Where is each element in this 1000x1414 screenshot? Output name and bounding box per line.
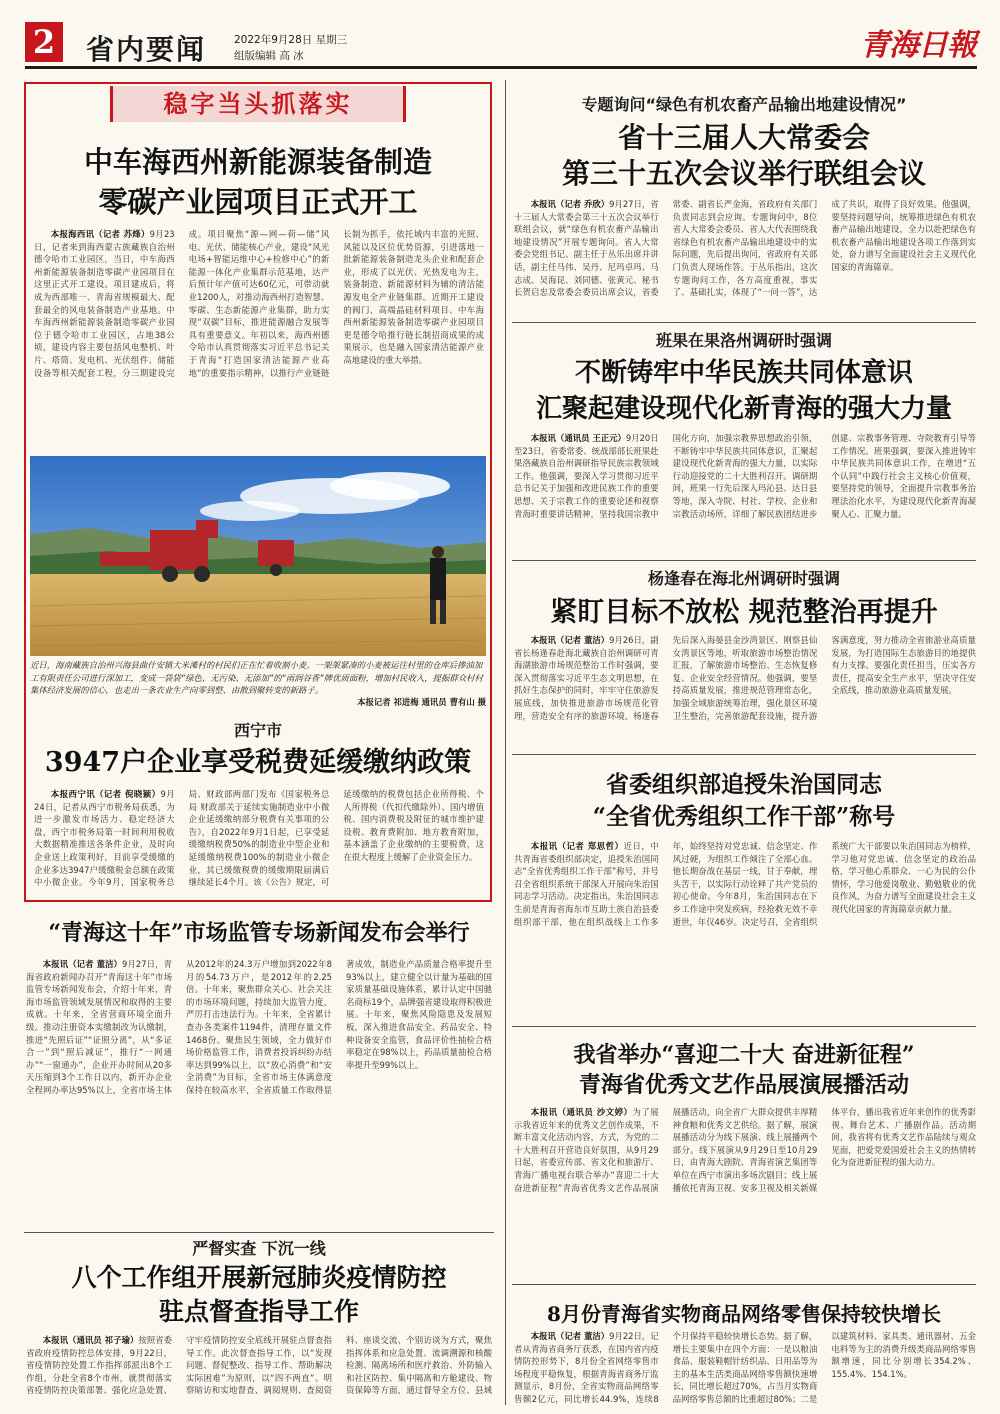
b2-title-line1: 不断铸牢中华民族共同体意识	[574, 358, 913, 388]
divider	[512, 560, 976, 561]
a4-text: 按照省委省政府疫情防控总体安排，9月22日，省疫情防控处置工作指挥部派出8个工作组，分赴全省8个市州，就贯彻落实省疫情防控决策部署、强化应急处置、守牢疫情防控安全底线开展驻点督查指导工作。此次督查指导工作，以“发现问题、督促整改、指导工作、帮助解决实际困难”为原则，以“四不两直”、明察暗访和实地督查、调阅规则、查阅资料、座谈交流、个别访谈为方式，聚焦指挥体系和应急处置、流调溯源和核酸检测、隔离场所和医疗救治、外防输入和社区防控、集中隔离和方舱建设、物资保障等方面，通过督导全方位、县域	[26, 1335, 492, 1396]
b5-body	[514, 1106, 976, 1276]
a2-body	[34, 788, 484, 896]
b3-body	[514, 634, 976, 746]
divider	[512, 1284, 976, 1285]
divider	[512, 754, 976, 755]
divider	[512, 322, 976, 323]
a4-title-line1: 八个工作组开展新冠肺炎疫情防控	[71, 1263, 447, 1292]
b1-body	[514, 198, 976, 316]
b5-title-line2: 青海省优秀文艺作品展演展播活动	[578, 1072, 909, 1098]
b5-title-line1: 我省举办“喜迎二十大 奋进新征程”	[573, 1042, 915, 1068]
b1-title-line1: 省十三届人大常委会	[617, 121, 870, 154]
a1-title-line1: 中车海西州新能源装备制造	[83, 145, 432, 179]
divider	[512, 1026, 976, 1027]
b6-body	[514, 1330, 976, 1406]
b3-title: 紧盯目标不放松 规范整治再提升	[550, 597, 938, 628]
b5-text: 为了展示我省近年来的优秀文艺创作成果，不断丰富文化活动内容，方式，为党的二十大胜利召开营造良好氛围，从9月29日起，省委宣传部、省文化和旅游厅、青海广播电视台联合举办“喜迎二十大 奋进新征程”青海省优秀文艺作品展演展播活动，向全省广大群众提供丰厚精神食粮和优秀文艺供给。据了解，展演展播活动分为线下展演、线上展播两个部分。线下展演从9月29日至10月29日，由青海大剧院、青海省演艺集团等单位在西宁市演出多场次剧目；线上展播依托青海卫视、安多卫视及相关新媒体平台，播出我省近年来创作的优秀影视、舞台艺术、广播剧作品。活动期间，我省将有优秀文艺作品陆续与观众见面，把爱党爱国爱社会主义的热情转化为奋进新征程的强大动力。	[514, 1107, 976, 1193]
masthead	[0, 0, 1000, 66]
a4-kicker: 严督实查 下沉一线	[192, 1239, 326, 1258]
b3-text: 9月26日，副省长杨逢春赴海北藏族自治州调研可青海湖旅游市场规范整治工作时强调，要深入贯彻落实习近平生态文明思想，在抓好生态保护的同时，牢牢守住旅游发展底线，加快推进旅游市场规范化管理，营造安全有序的旅游环境。杨逢春先后深入海晏县金沙湾景区、刚察县仙女湾景区等地，听取旅游市场整治情况汇报，了解旅游市场整治、生态恢复修复、企业安全经营情况。他强调，要坚持高质量发展，推进规范管理常态化，加强全域旅游统筹治理，强化景区环境卫生整治，完善旅游配套设施，提升游客满意度，努力推动全省旅游业高质量发展，为打造国际生态旅游目的地提供有力支撑。要强化责任担当，压实各方责任，提高安全生产水平，坚决守住安全底线，推动旅游业高质量发展。	[514, 635, 976, 721]
masthead-rule	[25, 66, 977, 69]
b6-lead: 本报讯（记者 董洁）	[530, 1331, 610, 1341]
feature-banner: 稳字当头抓落实	[110, 86, 406, 122]
b2-kicker: 班果在果洛州调研时强调	[655, 331, 832, 350]
divider	[24, 1232, 494, 1233]
b4-title-line2: “全省优秀组织工作干部”称号	[592, 803, 896, 830]
a2-lead: 本报西宁讯（记者 倪晓颖）	[50, 789, 161, 799]
b6-text: 9月22日，记者从青海省商务厅获悉，在国内省内疫情防控形势下，8月份全省网络零售市场程度平稳恢复，根据青海省商务厅监测显示，8月份，全省实物商品网络零售额2亿元，同比增长44.9%，连续8个月保持平稳较快增长态势。据了解，增长主要集中在四个方面：一是以粮油食品、服装鞋帽针纺织品、日用品等为主的基本生活类商品网络零售额快速增长，同比增长超过70%，占当月实物商品网络零售总额的比重超过80%；二是以建筑材料、家具类、通讯器材、五金电料等为主的消费升级类商品网络零售额增速，同比分别增长354.2%、155.4%、154.1%。	[514, 1331, 976, 1404]
b1-lead: 本报讯（记者 乔欣）	[530, 199, 610, 209]
a3-text: 9月27日，青海省政府新闻办召开“青海这十年”市场监管专场新闻发布会，介绍十年来，青海市场监管领域发展情况和取得的主要成就。十年来，全省营商环境全面升级。推动注册资本实缴制改为认缴制，推进“先照后证”“证照分离”，从“多证合一”到“照后减证”，推行“一网通办”“一窗通办”，企业开办时间从20多天压缩到3个工作日以内，新开办企业全程网办率达95%以上，全省市场主体从2012年的24.3万户增加到2022年8月的54.73万户，是2012年的2.25倍。十年来，聚焦群众关心、社会关注的市场环境问题，持续加大监管力度，严厉打击违法行为。十年来，全省累计查办各类案件1194件，清理存量文件1468份。聚焦民生领域，全力做好市场价格监管工作，消费者投诉纠纷办结率达到99%以上，以“放心消费”和“安全消费”为目标，全省市场主体满意度保持在较高水平，全省质量工作取得显著成效，制造业产品质量合格率提升至93%以上，建立健全以计量为基础的国家质量基础设施体系，累计认定中国驰名商标19个，品牌强省建设取得积极进展。十年来，聚焦风险隐患及发展短板，深入推进食品安全、药品安全、特种设备安全监管，食品评价性抽检合格率稳定在98%以上，药品质量抽检合格率提升至99%以上。	[26, 959, 492, 1095]
a4-title-line2: 驻点督查指导工作	[158, 1297, 359, 1326]
b3-lead: 本报讯（记者 董洁）	[530, 635, 610, 645]
b2-lead: 本报讯（通讯员 王正元）	[530, 433, 626, 443]
a4-body	[26, 1334, 492, 1406]
a2-title: 3947户企业享受税费延缓缴纳政策	[44, 747, 472, 778]
b2-text: 9月20日至23日，省委常委、统战部部长班果赴果洛藏族自治州调研指导民族宗教领域工作。他强调，要深入学习贯彻习近平总书记关于加强和改进民族工作的重要思想、关于宗教工作的重要论述和视察青海时重要讲话精神，坚持我国宗教中国化方向，加强宗教界思想政治引领，不断铸牢中华民族共同体意识，汇聚起建设现代化新青海的强大力量，以实际行动迎接党的二十大胜利召开。调研期间，班果一行先后深入玛沁县、达日县等地，深入寺院、村社、学校、企业和宗教活动场所，详细了解民族团结进步创建、宗教事务管理、寺院教育引导等工作情况。班果强调，要深入推进铸牢中华民族共同体意识工作，在增进“五个认同”中践行社会主义核心价值观，要坚持党的领导，全面提升宗教事务治理法治化水平，为建设现代化新青海凝聚人心、汇聚力量。	[514, 433, 976, 519]
section-name: 省内要闻	[86, 33, 207, 66]
b3-kicker: 杨逢春在海北州调研时强调	[647, 569, 840, 588]
b6-title: 8月份青海省实物商品网络零售保持较快增长	[547, 1302, 941, 1326]
column-divider	[505, 80, 506, 1405]
a1-text: 9月23日，记者来到海西蒙古族藏族自治州德令哈市工业园区，当日，中车海西州新能源装备制造零碳产业园项目在这里正式开工建设。项目建成后，将成为西部唯一、青海省规模最大、配套最全的风电装备制造产业基地。中车海西州新能源装备制造零碳产业园位于德令哈市工业园区，占地38公顷，建设内容主要包括风电整机、叶片、塔筒、发电机、光伏组件、储能设备等相关配套工程，分三期建设完成。项目聚焦“源—网—荷—储”风电、光伏、储能核心产业，建设“风光电场+智能运维中心+检修中心”的新能源一体化产业集群示范基地，达产后预计年产值可达60亿元，可带动就业1200人，对推动海西州打造智慧、零碳、生态新能源产业集群，助力实现“双碳”目标，推进能源融合发展等具有重要意义。年初以来，海西州德令哈市认真贯彻落实习近平总书记关于青海“打造国家清洁能源产业高地”的重要指示精神，以推行产业链链长制为抓手，依托域内丰富的光照、风能以及区位优势资源，引进落地一批新能源装备制造龙头企业和配套企业，形成了以光伏、光热发电为主，装备制造、新能源材料为辅的清洁能源发电全产业链集群。近期开工建设的阀门、高端晶硅材料项目、中车海西州新能源装备制造零碳产业园项目更是德令哈推行链长制招商成果的成果展示，也是融入国家清洁能源产业高地建设的重大举措。	[34, 229, 484, 378]
b1-text: 9月27日，省十三届人大常委会第三十五次会议举行联组会议，就“绿色有机农畜产品输出地建设情况”开展专题询问。省人大常委会党组书记、副主任于丛乐出席并讲话，副主任马伟、吴丹、尼玛卓玛、马志成、吴海昆、刘同德、张黄元、秘书长贺启忠及常委会委员出席会议，省委常委、副省长严金海，省政府有关部门负责同志到会应询。专题询问中，8位省人大常委会委员、省人大代表围绕我省绿色有机农畜产品输出地建设中的实际问题，先后提出询问，省政府有关部门负责人现场作答。于丛乐指出，这次专题询问工作，各方高度重视，事实了、基础扎实，体现了“一问一答”，达成了共识，取得了良好效果。他强调，要坚持问题导向，统筹推进绿色有机农畜产品输出地建设，全力以赴把绿色有机农畜产品输出地建设各项工作落到实处，奋力谱写全面建设社会主义现代化国家的青海篇章。	[514, 199, 976, 298]
a4-lead: 本报讯（通讯员 祁子瑜）	[42, 1335, 139, 1345]
a1-title-line2: 零碳产业园项目正式开工	[98, 185, 418, 219]
b4-title-line1: 省委组织部追授朱治国同志	[606, 771, 882, 798]
b5-lead: 本报讯（通讯员 沙文婷）	[530, 1107, 633, 1117]
a3-lead: 本报讯（记者 董洁）	[42, 959, 123, 969]
b2-title-line2: 汇聚起建设现代化新青海的强大力量	[535, 394, 952, 424]
issue-date: 2022年9月28日 星期三	[234, 34, 348, 46]
harvest-photo	[30, 456, 486, 656]
b4-body	[514, 840, 976, 1014]
photo-credit: 本报记者 祁进梅 通讯员 曹有山 摄	[357, 697, 486, 707]
page-number: 2	[25, 22, 63, 62]
a2-text: 9月24日，记者从西宁市税务局获悉，为进一步激发市场活力、稳定经济大盘，西宁市税务局第一时间利用税收大数据精准推送各条件企业，及时向企业送上政策利好，目前享受缓缴的企业多达3947户缓缴税金总额在政策中小微企业。今年9月，国家税务总局、财政部两部门发布《国家税务总局 财政部关于延续实施制造业中小微企业延缓缴纳部分税费有关事项的公告》，自2022年9月1日起，已享受延缓缴纳税费50%的制造业中型企业和延缓缴纳税费100%的制造业小微企业，其已缓缴税费的缓缴期限届满后继续延长4个月。该《公告》规定，可延缓缴纳的税费包括企业所得税、个人所得税（代扣代缴除外）、国内增值税、国内消费税及附征的城市维护建设税、教育费附加、地方教育附加，基本涵盖了企业缴纳的主要税费，这在很大程度上缓解了企业资金压力。	[34, 789, 484, 888]
a3-title: “青海这十年”市场监管专场新闻发布会举行	[48, 920, 470, 946]
b1-title-line2: 第三十五次会议举行联组会议	[561, 157, 926, 190]
newspaper-logo: 青海日報	[860, 28, 976, 63]
b2-body	[514, 432, 976, 554]
a1-body	[34, 228, 484, 450]
a2-kicker: 西宁市	[233, 721, 282, 740]
photo-caption: 近日，海南藏族自治州兴海县曲什安镇大米滩村的村民们正在忙着收割小麦。一架架紧凑的小麦被运往村里的仓库后掺油加工有限责任公司进行深加工，变成一袋袋“绿色、无污染、无添加”的“雨润谷香”牌优质面粉，增加村民收入，提振群众村村集体经济发展的信心，也走出一条农业生产向零到整、由散到聚转变的新路子。	[30, 660, 483, 695]
a3-body	[26, 958, 492, 1220]
b4-text: 近日，中共青海省委组织部决定，追授朱治国同志“全省优秀组织工作干部”称号，并号召全省组织系统干部深入开展向朱治国同志学习活动。决定指出，朱治国同志生前是青海省海东市互助土族自治县委组织部干部，他在组织战线上工作多年，始终坚持对党忠诚、信念坚定、作风过硬，为组织工作倾注了全部心血。他长期奋战在基层一线，甘于奉献，埋头苦干，以实际行动诠释了共产党员的初心使命。今年8月，朱治国同志在下乡工作途中突发疾病，经抢救无效不幸逝世，年仅46岁。决定号召，全省组织系统广大干部要以朱治国同志为榜样，学习他对党忠诚、信念坚定的政治品格，学习他心系群众、一心为民的公仆情怀，学习他爱岗敬业、勤勉敬业的优良作风，为奋力谱写全面建设社会主义现代化国家的青海篇章贡献力量。	[514, 841, 976, 927]
issue-editor: 组版编辑 高 冰	[234, 50, 304, 62]
b1-kicker: 专题询问“绿色有机农畜产品输出地建设情况”	[581, 95, 907, 114]
a1-lead: 本报海西讯（记者 苏烽）	[50, 229, 150, 239]
b4-lead: 本报讯（记者 郑思哲）	[530, 841, 624, 851]
